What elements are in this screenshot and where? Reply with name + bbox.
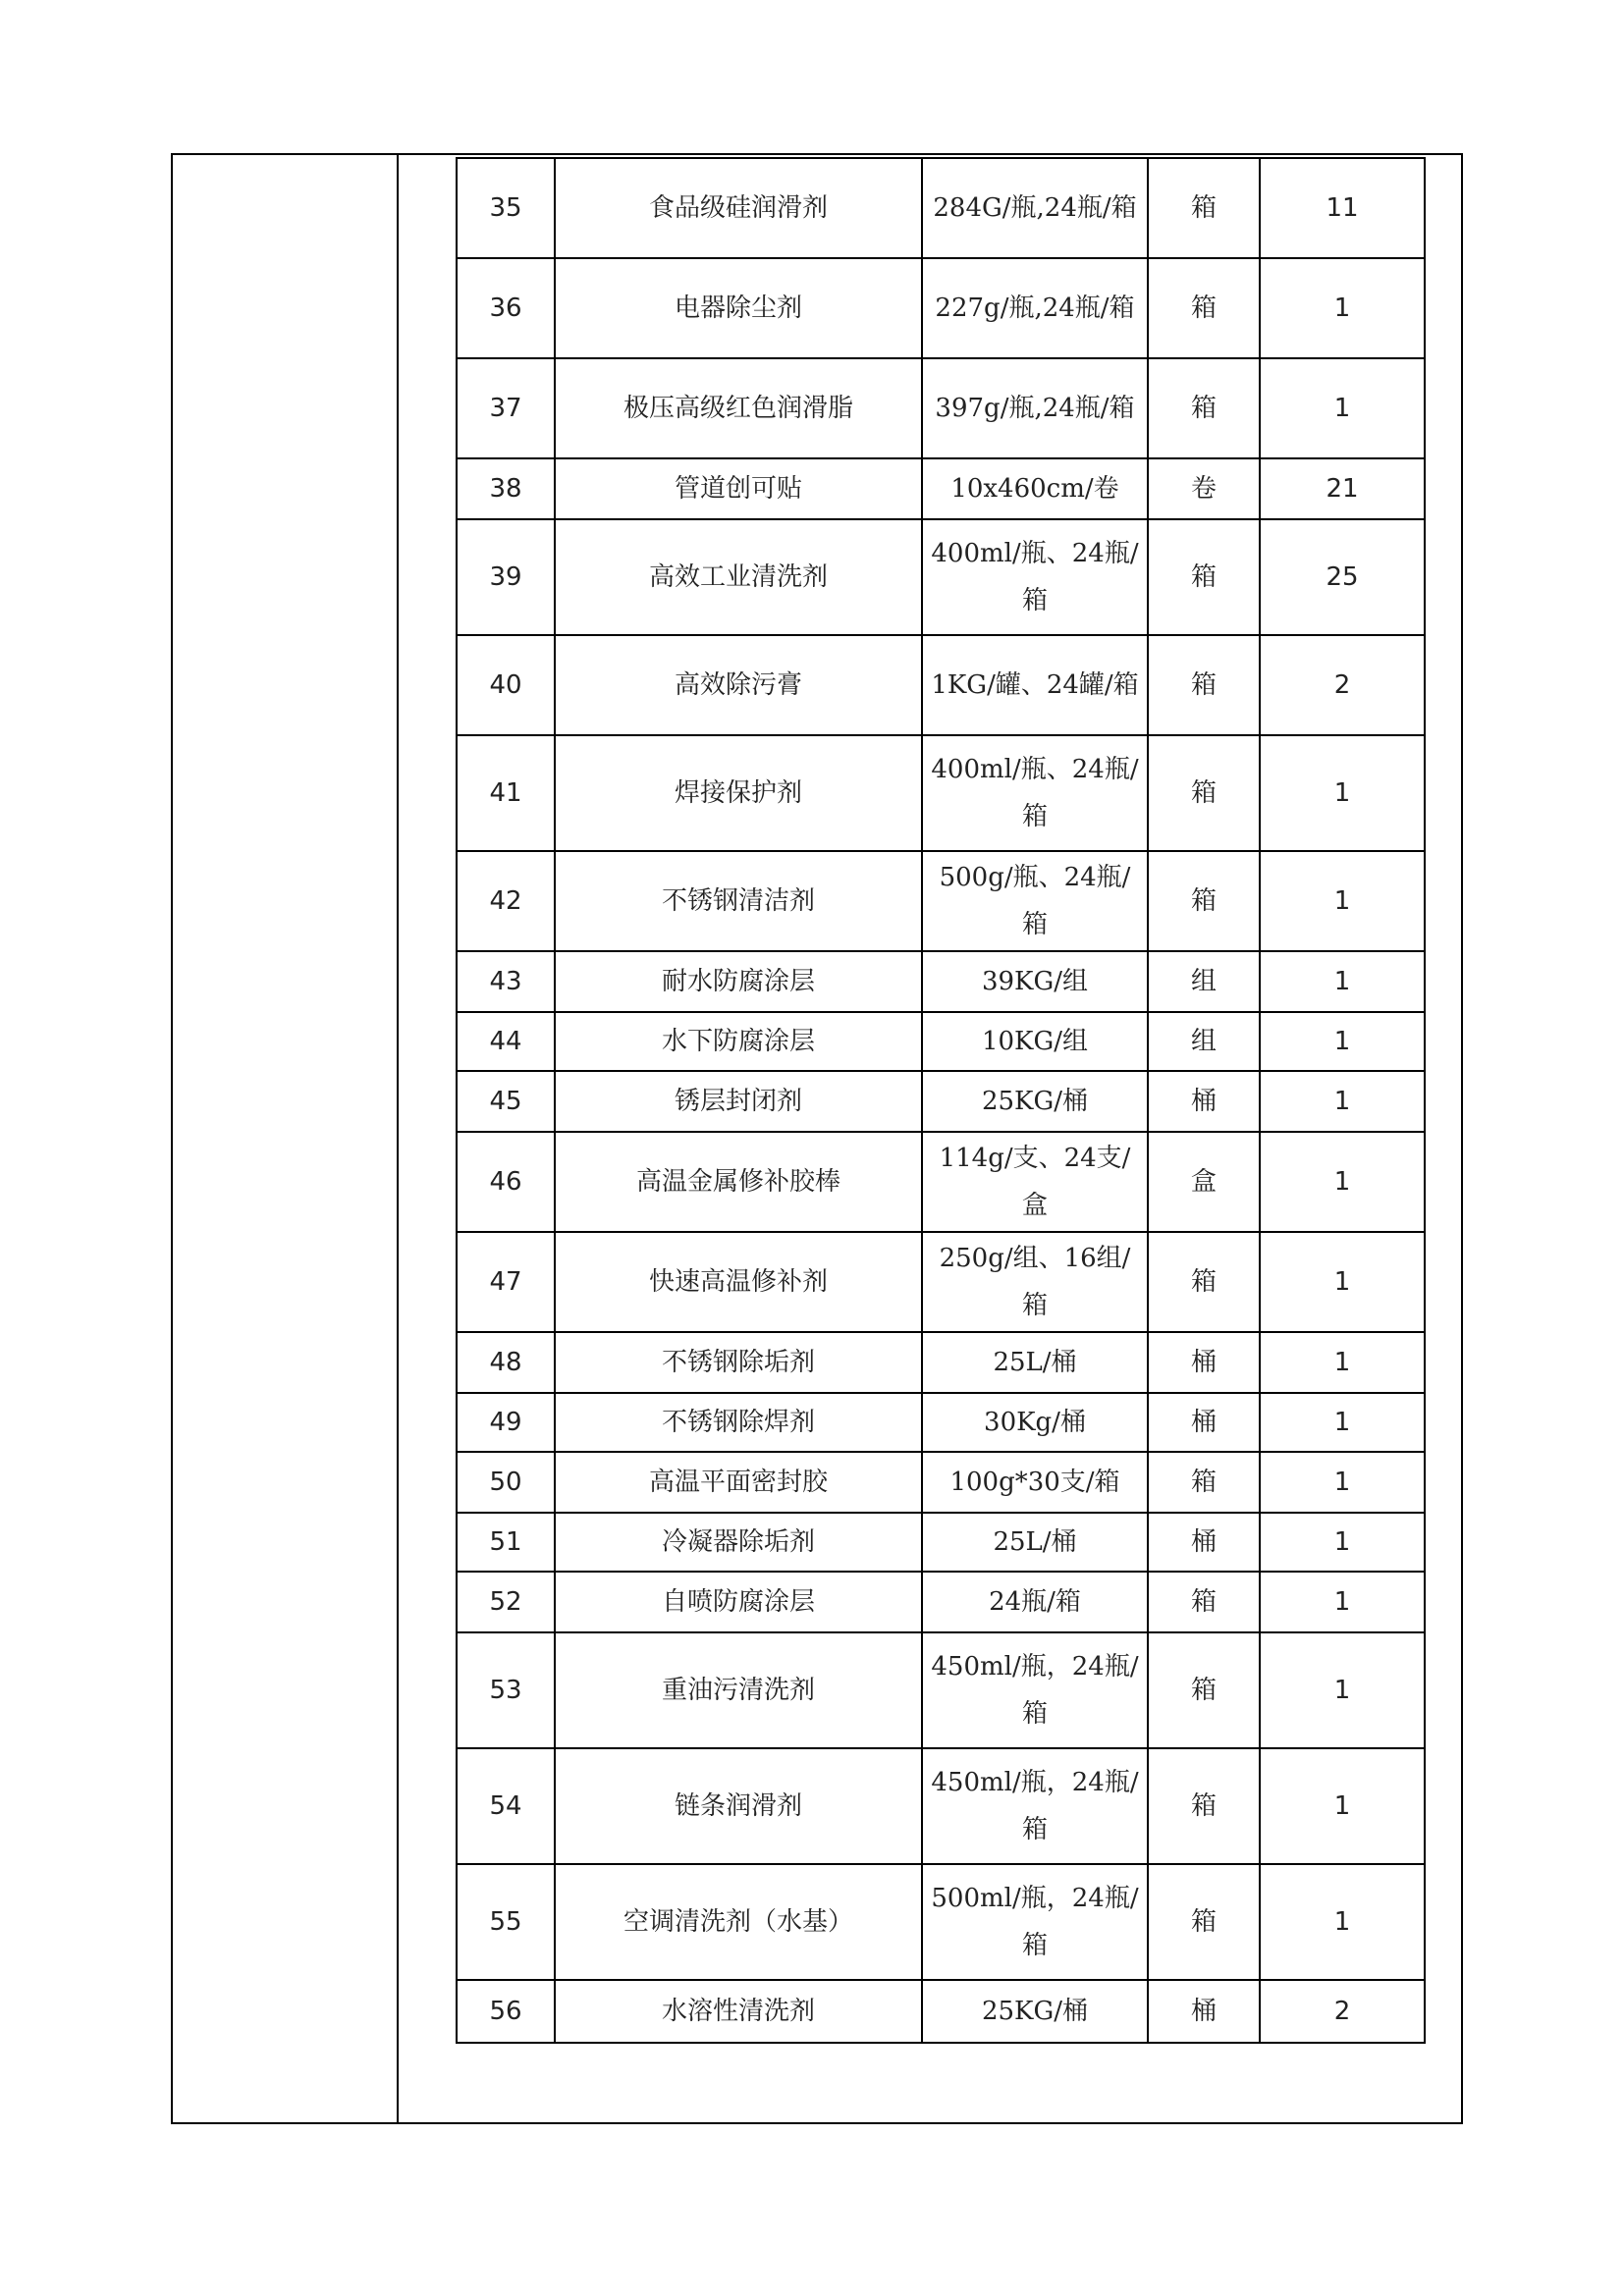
- item-spec-cell: 227g/瓶,24瓶/箱: [922, 258, 1148, 358]
- item-name-cell: 冷凝器除垢剂: [555, 1513, 922, 1572]
- item-spec-cell: 25KG/桶: [922, 1071, 1148, 1132]
- item-name-cell: 空调清洗剂（水基）: [555, 1864, 922, 1980]
- item-quantity-cell: 2: [1260, 1980, 1425, 2043]
- item-quantity-cell: 1: [1260, 1572, 1425, 1632]
- item-unit-cell: 盒: [1148, 1132, 1260, 1232]
- outer-column-divider: [397, 153, 399, 2124]
- item-number-cell: 39: [457, 519, 555, 635]
- item-quantity-cell: 1: [1260, 358, 1425, 458]
- table-row: [457, 258, 1425, 358]
- item-quantity-cell: 1: [1260, 258, 1425, 358]
- item-quantity-cell: 1: [1260, 1393, 1425, 1452]
- item-spec-cell: 24瓶/箱: [922, 1572, 1148, 1632]
- item-unit-cell: 桶: [1148, 1980, 1260, 2043]
- table-row: [457, 158, 1425, 258]
- item-unit-cell: 桶: [1148, 1393, 1260, 1452]
- item-quantity-cell: 21: [1260, 458, 1425, 519]
- item-quantity-cell: 1: [1260, 1332, 1425, 1393]
- item-unit-cell: 箱: [1148, 735, 1260, 851]
- item-number-cell: 41: [457, 735, 555, 851]
- item-spec-cell: 400ml/瓶、24瓶/箱: [922, 735, 1148, 851]
- table-row: [457, 1393, 1425, 1452]
- table-row: [457, 1232, 1425, 1332]
- item-name-cell: 高温平面密封胶: [555, 1452, 922, 1513]
- item-name-cell: 链条润滑剂: [555, 1748, 922, 1864]
- item-number-cell: 44: [457, 1012, 555, 1071]
- item-spec-cell: 25KG/桶: [922, 1980, 1148, 2043]
- item-number-cell: 53: [457, 1632, 555, 1748]
- item-spec-cell: 10x460cm/卷: [922, 458, 1148, 519]
- item-spec-cell: 30Kg/桶: [922, 1393, 1148, 1452]
- item-name-cell: 食品级硅润滑剂: [555, 158, 922, 258]
- item-quantity-cell: 1: [1260, 1632, 1425, 1748]
- item-quantity-cell: 1: [1260, 1012, 1425, 1071]
- table-row: [457, 1071, 1425, 1132]
- item-number-cell: 51: [457, 1513, 555, 1572]
- item-name-cell: 极压高级红色润滑脂: [555, 358, 922, 458]
- item-spec-cell: 450ml/瓶，24瓶/箱: [922, 1748, 1148, 1864]
- item-quantity-cell: 1: [1260, 951, 1425, 1012]
- item-unit-cell: 箱: [1148, 358, 1260, 458]
- table-row: [457, 1012, 1425, 1071]
- item-name-cell: 焊接保护剂: [555, 735, 922, 851]
- table-row: [457, 735, 1425, 851]
- item-name-cell: 水下防腐涂层: [555, 1012, 922, 1071]
- item-unit-cell: 箱: [1148, 1572, 1260, 1632]
- item-quantity-cell: 1: [1260, 1232, 1425, 1332]
- item-unit-cell: 箱: [1148, 1452, 1260, 1513]
- item-unit-cell: 桶: [1148, 1071, 1260, 1132]
- item-number-cell: 37: [457, 358, 555, 458]
- table-row: [457, 358, 1425, 458]
- item-unit-cell: 箱: [1148, 519, 1260, 635]
- table-row: [457, 1980, 1425, 2043]
- table-row: [457, 1632, 1425, 1748]
- item-name-cell: 锈层封闭剂: [555, 1071, 922, 1132]
- item-spec-cell: 100g*30支/箱: [922, 1452, 1148, 1513]
- item-quantity-cell: 1: [1260, 1513, 1425, 1572]
- item-unit-cell: 箱: [1148, 1864, 1260, 1980]
- table-row: [457, 1748, 1425, 1864]
- table-row: [457, 1864, 1425, 1980]
- item-quantity-cell: 1: [1260, 1132, 1425, 1232]
- item-spec-cell: 25L/桶: [922, 1332, 1148, 1393]
- table-row: [457, 1452, 1425, 1513]
- item-unit-cell: 箱: [1148, 851, 1260, 951]
- item-spec-cell: 1KG/罐、24罐/箱: [922, 635, 1148, 735]
- item-spec-cell: 500g/瓶、24瓶/箱: [922, 851, 1148, 951]
- item-name-cell: 高温金属修补胶棒: [555, 1132, 922, 1232]
- item-name-cell: 管道创可贴: [555, 458, 922, 519]
- table-row: [457, 458, 1425, 519]
- table-row: [457, 1132, 1425, 1232]
- table-row: [457, 851, 1425, 951]
- item-spec-cell: 450ml/瓶，24瓶/箱: [922, 1632, 1148, 1748]
- item-number-cell: 49: [457, 1393, 555, 1452]
- item-unit-cell: 桶: [1148, 1513, 1260, 1572]
- item-number-cell: 50: [457, 1452, 555, 1513]
- item-name-cell: 电器除尘剂: [555, 258, 922, 358]
- item-quantity-cell: 1: [1260, 1864, 1425, 1980]
- item-spec-cell: 250g/组、16组/箱: [922, 1232, 1148, 1332]
- item-name-cell: 快速高温修补剂: [555, 1232, 922, 1332]
- item-unit-cell: 组: [1148, 1012, 1260, 1071]
- item-number-cell: 45: [457, 1071, 555, 1132]
- item-number-cell: 46: [457, 1132, 555, 1232]
- item-number-cell: 48: [457, 1332, 555, 1393]
- item-number-cell: 47: [457, 1232, 555, 1332]
- item-unit-cell: 组: [1148, 951, 1260, 1012]
- item-quantity-cell: 1: [1260, 1071, 1425, 1132]
- table-row: [457, 635, 1425, 735]
- item-spec-cell: 397g/瓶,24瓶/箱: [922, 358, 1148, 458]
- table-row: [457, 1572, 1425, 1632]
- item-quantity-cell: 1: [1260, 735, 1425, 851]
- item-name-cell: 自喷防腐涂层: [555, 1572, 922, 1632]
- item-name-cell: 不锈钢除垢剂: [555, 1332, 922, 1393]
- item-number-cell: 54: [457, 1748, 555, 1864]
- item-number-cell: 40: [457, 635, 555, 735]
- item-unit-cell: 箱: [1148, 1748, 1260, 1864]
- item-spec-cell: 25L/桶: [922, 1513, 1148, 1572]
- item-name-cell: 水溶性清洗剂: [555, 1980, 922, 2043]
- item-number-cell: 42: [457, 851, 555, 951]
- item-spec-cell: 500ml/瓶，24瓶/箱: [922, 1864, 1148, 1980]
- item-spec-cell: 284G/瓶,24瓶/箱: [922, 158, 1148, 258]
- item-quantity-cell: 1: [1260, 1748, 1425, 1864]
- item-number-cell: 55: [457, 1864, 555, 1980]
- item-unit-cell: 箱: [1148, 1232, 1260, 1332]
- item-spec-cell: 39KG/组: [922, 951, 1148, 1012]
- item-unit-cell: 卷: [1148, 458, 1260, 519]
- item-quantity-cell: 1: [1260, 1452, 1425, 1513]
- table-row: [457, 519, 1425, 635]
- item-unit-cell: 箱: [1148, 1632, 1260, 1748]
- item-spec-cell: 10KG/组: [922, 1012, 1148, 1071]
- item-unit-cell: 箱: [1148, 635, 1260, 735]
- item-name-cell: 耐水防腐涂层: [555, 951, 922, 1012]
- item-number-cell: 56: [457, 1980, 555, 2043]
- table-row: [457, 1332, 1425, 1393]
- item-number-cell: 38: [457, 458, 555, 519]
- item-number-cell: 52: [457, 1572, 555, 1632]
- item-number-cell: 43: [457, 951, 555, 1012]
- item-number-cell: 36: [457, 258, 555, 358]
- item-name-cell: 重油污清洗剂: [555, 1632, 922, 1748]
- item-number-cell: 35: [457, 158, 555, 258]
- item-quantity-cell: 11: [1260, 158, 1425, 258]
- item-name-cell: 高效工业清洗剂: [555, 519, 922, 635]
- materials-table: [456, 157, 1426, 2044]
- item-name-cell: 不锈钢清洁剂: [555, 851, 922, 951]
- table-row: [457, 951, 1425, 1012]
- item-spec-cell: 400ml/瓶、24瓶/箱: [922, 519, 1148, 635]
- item-unit-cell: 箱: [1148, 158, 1260, 258]
- item-unit-cell: 桶: [1148, 1332, 1260, 1393]
- table-row: [457, 1513, 1425, 1572]
- item-quantity-cell: 2: [1260, 635, 1425, 735]
- item-spec-cell: 114g/支、24支/盒: [922, 1132, 1148, 1232]
- item-quantity-cell: 25: [1260, 519, 1425, 635]
- item-name-cell: 高效除污膏: [555, 635, 922, 735]
- item-quantity-cell: 1: [1260, 851, 1425, 951]
- item-unit-cell: 箱: [1148, 258, 1260, 358]
- item-name-cell: 不锈钢除焊剂: [555, 1393, 922, 1452]
